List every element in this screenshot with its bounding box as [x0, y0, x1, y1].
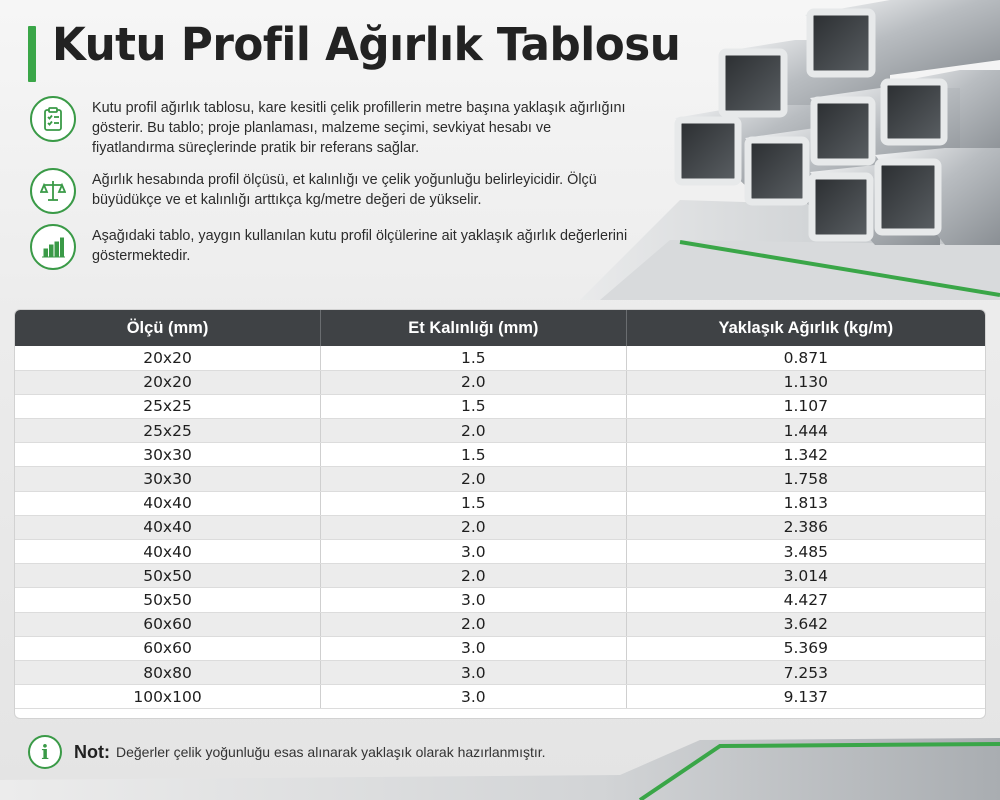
table-row — [15, 612, 985, 636]
table-row — [15, 443, 985, 467]
note-label: Not: — [74, 741, 110, 762]
table-row — [15, 685, 985, 709]
cell-thickness: 2.0 — [321, 370, 627, 394]
column-header-size: Ölçü (mm) — [15, 310, 321, 346]
cell-weight: 3.642 — [626, 612, 985, 636]
cell-size: 40x40 — [15, 515, 321, 539]
note-text: Değerler çelik yoğunluğu esas alınarak yaklaşık olarak hazırlanmıştır. — [115, 744, 546, 760]
cell-thickness: 2.0 — [321, 467, 627, 491]
cell-thickness: 3.0 — [321, 588, 627, 612]
info-text-table-intro: Aşağıdaki tablo, yaygın kullanılan kutu profil ölçülerine ait yaklaşık ağırlık değerlerini göstermektedir. — [92, 228, 628, 264]
cell-size: 50x50 — [15, 564, 321, 588]
balance-scale-icon — [30, 168, 76, 214]
cell-thickness: 2.0 — [321, 515, 627, 539]
cell-thickness: 3.0 — [321, 660, 627, 684]
cell-size: 60x60 — [15, 636, 321, 660]
cell-weight: 9.137 — [626, 685, 985, 709]
table-row — [15, 636, 985, 660]
table-row — [15, 540, 985, 564]
cell-thickness: 1.5 — [321, 491, 627, 515]
table-row — [15, 467, 985, 491]
cell-size: 50x50 — [15, 588, 321, 612]
table-header-row — [15, 310, 985, 346]
cell-thickness: 2.0 — [321, 612, 627, 636]
cell-weight: 0.871 — [626, 346, 985, 370]
cell-weight: 2.386 — [626, 515, 985, 539]
table-row — [15, 370, 985, 394]
cell-thickness: 1.5 — [321, 394, 627, 418]
footer-note — [14, 729, 614, 775]
info-block-factors — [30, 168, 630, 214]
cell-weight: 1.758 — [626, 467, 985, 491]
cell-thickness: 2.0 — [321, 419, 627, 443]
bar-chart-icon — [30, 224, 76, 270]
cell-thickness: 2.0 — [321, 564, 627, 588]
cell-weight: 1.342 — [626, 443, 985, 467]
steel-profiles-illustration — [560, 0, 1000, 300]
info-block-table-intro — [30, 224, 630, 270]
column-header-weight: Yaklaşık Ağırlık (kg/m) — [626, 310, 985, 346]
cell-weight: 5.369 — [626, 636, 985, 660]
table-row — [15, 660, 985, 684]
title-accent-bar — [28, 26, 36, 82]
cell-size: 25x25 — [15, 419, 321, 443]
table-row — [15, 564, 985, 588]
cell-thickness: 1.5 — [321, 443, 627, 467]
table-row — [15, 515, 985, 539]
column-header-thickness: Et Kalınlığı (mm) — [321, 310, 627, 346]
cell-thickness: 3.0 — [321, 685, 627, 709]
cell-size: 40x40 — [15, 491, 321, 515]
info-block-purpose — [30, 96, 630, 158]
cell-weight: 3.485 — [626, 540, 985, 564]
cell-weight: 1.444 — [626, 419, 985, 443]
page-title: Kutu Profil Ağırlık Tablosu — [52, 18, 681, 71]
cell-weight: 1.813 — [626, 491, 985, 515]
info-text-purpose: Kutu profil ağırlık tablosu, kare kesitli çelik profillerin metre başına yaklaşık ağırlığını gösterir. Bu tablo; proje planlaması, malzeme seçimi, sevkiyat hesabı ve fiyatlandırma süreçlerinde pratik bir referans sağlar. — [92, 100, 626, 156]
cell-size: 20x20 — [15, 370, 321, 394]
table-row — [15, 491, 985, 515]
table-row — [15, 419, 985, 443]
cell-size: 100x100 — [15, 685, 321, 709]
info-text-factors: Ağırlık hesabında profil ölçüsü, et kalınlığı ve çelik yoğunluğu belirleyicidir. Ölçü büyüdükçe ve et kalınlığı arttıkça kg/metre değeri de yükselir. — [92, 172, 597, 208]
table-row — [15, 588, 985, 612]
cell-size: 30x30 — [15, 467, 321, 491]
cell-size: 40x40 — [15, 540, 321, 564]
info-icon: i — [28, 735, 62, 769]
cell-size: 25x25 — [15, 394, 321, 418]
clipboard-list-icon — [30, 96, 76, 142]
table-row — [15, 394, 985, 418]
cell-weight: 4.427 — [626, 588, 985, 612]
cell-weight: 1.130 — [626, 370, 985, 394]
cell-weight: 1.107 — [626, 394, 985, 418]
cell-size: 30x30 — [15, 443, 321, 467]
cell-weight: 3.014 — [626, 564, 985, 588]
table-row — [15, 346, 985, 370]
cell-thickness: 3.0 — [321, 540, 627, 564]
cell-weight: 7.253 — [626, 660, 985, 684]
cell-size: 80x80 — [15, 660, 321, 684]
cell-size: 60x60 — [15, 612, 321, 636]
weight-table — [14, 309, 986, 719]
cell-size: 20x20 — [15, 346, 321, 370]
cell-thickness: 1.5 — [321, 346, 627, 370]
cell-thickness: 3.0 — [321, 636, 627, 660]
